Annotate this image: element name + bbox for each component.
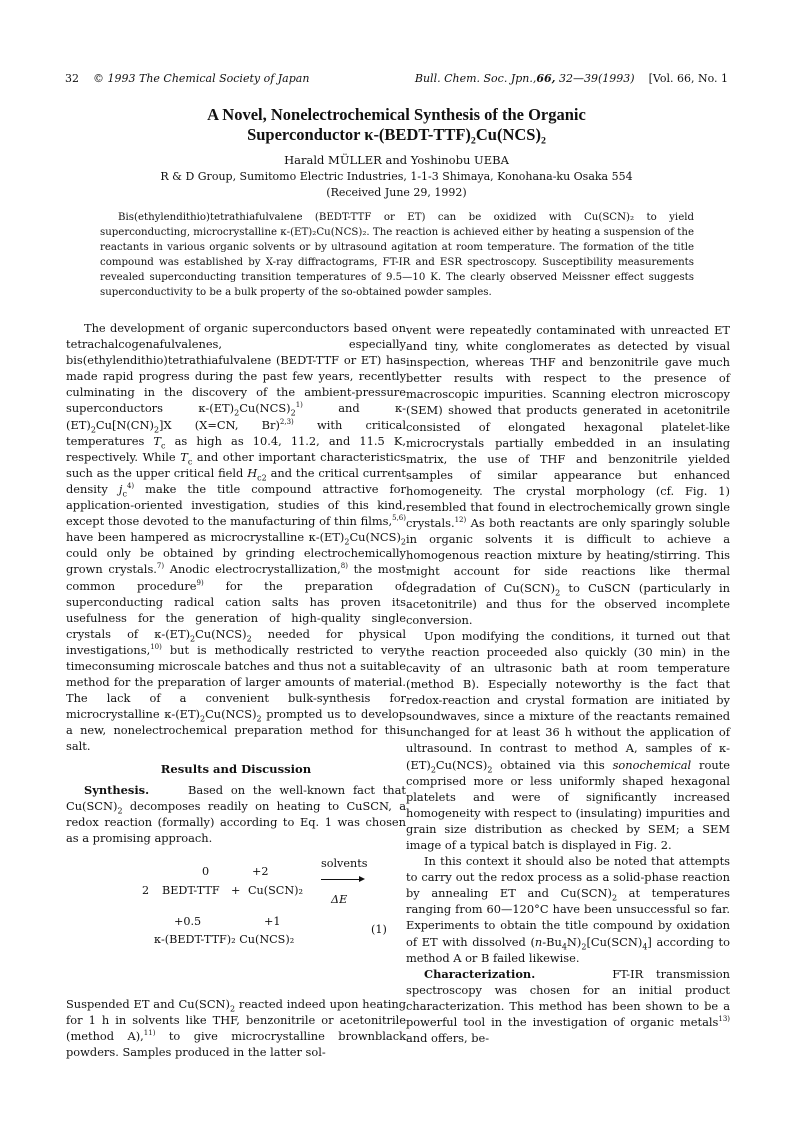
title-line-2: Superconductor κ-(BEDT-TTF)₂Cu(NCS)₂: [247, 125, 546, 144]
volume-issue: [Vol. 66, No. 1: [648, 72, 728, 85]
intro-paragraph: The development of organic superconductors based on tetrachalcogenafulvalenes, especially bis(ethylendithio)tetrathiafulvalene (BEDT-TTF or ET) has made rapid progress during the past few years, recently culminating in the discovery of the ambient-pressure superconductors $\kappa-(ET)_2Cu(NCS)_2^{1)}$ and $\kappa-(ET)_2Cu[N(CN)_2]X$ (X=CN, Br)$^{2,3)}$ with critical temperatures $T_c$ as high as 10.4, 11.2, and 11.5 K, respectively. While $T_c$ and other important characteristics such as the upper critical field $H_{c2}$ and the critical current density $j_c^{4)}$ make the title compound attractive for application-oriented investigation, studies of this kind, except those devoted to the manufacturing of thin films,$^{5,6)}$ have been hampered as microcrystalline $\kappa-(ET)_2Cu(NCS)_2$ could only be obtained by grinding electrochemically grown crystals.$^{7)}$ Anodic electrocrystallization,$^{8)}$ the most common procedure$^{9)}$ for the preparation of superconducting radical cation salts has proven its usefulness for the generation of high-quality single crystals of $\kappa-(ET)_2Cu(NCS)_2$ needed for physical investigations,$^{10)}$ but is methodically restricted to very timeconsuming microscale batches and thus not a suitable method for the preparation of larger amounts of material. The lack of a convenient bulk-synthesis for microcrystalline $\kappa-(ET)_2Cu(NCS)_2$ prompted us to develop a new, nonelectrochemical preparation method for this salt.: [66, 321, 407, 754]
characterization-paragraph: Characterization. FT-IR transmission spectroscopy was chosen for an initial product characterization. This method has been shown to be a powerful tool in the investigation of organic metals$^{13)}$ and offers, be-: [406, 966, 730, 1046]
ox-state-cu: +2: [252, 865, 269, 878]
received-date: (Received June 29, 1992): [326, 186, 467, 199]
copyright-notice: © 1993 The Chemical Society of Japan: [93, 72, 310, 85]
reaction-arrow: [321, 879, 359, 880]
journal-volume: 66,: [536, 72, 556, 85]
left-column: [66, 320, 406, 1060]
product: κ-(BEDT-TTF)₂ Cu(NCS)₂: [154, 933, 295, 946]
solvents-label: solvents: [321, 857, 368, 870]
section-heading: Results and Discussion: [160, 761, 312, 776]
title-line-1: A Novel, Nonelectrochemical Synthesis of the Organic: [207, 105, 586, 124]
reactant-1: BEDT-TTF: [162, 884, 220, 897]
sonochemical-paragraph: Upon modifying the conditions, it turned out that the reaction proceeded also quickly (30 min) in the cavity of an ultrasonic bath at room temperature (method B). Especially noteworthy is the fact that redox-reaction and crystal formation are initiated by soundwaves, since a mixture of the reactants remained unchanged for at least 36 h without the application of ultrasound. In contrast to method A, samples of $\kappa-(ET)_2Cu(NCS)_2$ obtained via this sonochemical route comprised more or less uniformly shaped hexagonal platelets and were of significantly increased homogeneity with respect to (insulating) impurities and grain size distribution as checked by SEM; a SEM image of a typical batch is displayed in Fig. 2.: [406, 628, 730, 852]
page-number: 32: [65, 72, 79, 85]
suspension-paragraph: Suspended ET and $Cu(SCN)_2$ reacted indeed upon heating for 1 h in solvents like THF, benzonitrile or acetonitrile (method A),$^{11)}$ to give microcrystalline brownblack powders. Samples produced in the latter sol-: [66, 997, 407, 1060]
arrow-head-icon: [359, 876, 365, 882]
journal-abbrev: Bull. Chem. Soc. Jpn.,: [414, 72, 537, 85]
author-list: Harald MÜLLER and Yoshinobu UEBA: [284, 153, 509, 167]
coefficient: 2: [142, 884, 150, 897]
delta-e-label: ΔE: [331, 893, 348, 906]
characterization-runin: Characterization.: [424, 966, 536, 981]
plus-sign: +: [231, 884, 241, 897]
reactant-2: Cu(SCN)₂: [248, 884, 303, 897]
right-column: [406, 322, 730, 1046]
running-header: [65, 70, 728, 88]
equation-1: [66, 852, 406, 992]
continued-paragraph: vent were repeatedly contaminated with unreacted ET and tiny, white conglomerates as detected by visual inspection, whereas THF and benzonitrile gave much better results with respect to the presence of macroscopic impurities. Scanning electron microscopy (SEM) showed that products generated in acetonitrile consisted of elongated hexagonal platelet-like microcrystals partially embedded in an insulating matrix, the use of THF and benzonitrile yielded samples of similar appearance but enhanced homogeneity. The crystal morphology (cf. Fig. 1) resembled that found in electrochemically grown single crystals.$^{12)}$ As both reactants are only sparingly soluble in organic solvents it is difficult to achieve a homogenous reaction mixture by heating/stirring. This might account for side reactions like thermal degradation of $Cu(SCN)_2$ to CuSCN (particularly in acetonitrile) and thus for the observed incomplete conversion.: [406, 323, 730, 627]
synthesis-runin: Synthesis.: [84, 782, 150, 797]
journal-pages: 32—39(1993): [555, 72, 635, 85]
ox-state-et: 0: [202, 865, 210, 878]
affiliation: R & D Group, Sumitomo Electric Industries, 1-1-3 Shimaya, Konohana-ku Osaka 554: [160, 170, 633, 183]
synthesis-paragraph: Synthesis. Based on the well-known fact that $Cu(SCN)_2$ decomposes readily on heating to CuSCN, a redox reaction (formally) according to Eq. 1 was chosen as a promising approach.: [66, 782, 406, 845]
ox-state-product-1: +0.5: [174, 915, 202, 928]
equation-number: (1): [371, 923, 387, 936]
solid-phase-paragraph: In this context it should also be noted that attempts to carry out the redox process as a solid-phase reaction by annealing ET and $Cu(SCN)_2$ at temperatures ranging from 60—120°C have been unsuccessful so far. Experiments to obtain the title compound by oxidation of ET with dissolved $(n-Bu_4N)_2[Cu(SCN)_4]$ according to method A or B failed likewise.: [406, 854, 731, 965]
article-title: [80, 105, 713, 145]
ox-state-product-2: +1: [264, 915, 281, 928]
abstract: Bis(ethylendithio)tetrathiafulvalene (BEDT-TTF or ET) can be oxidized with Cu(SCN)₂ to yield superconducting, microcrystalline κ-(ET)₂Cu(NCS)₂. The reaction is achieved either by heating a suspension of the reactants in various organic solvents or by ultrasound agitation at room temperature. The formation of the title compound was established by X-ray diffractograms, FT-IR and ESR spectroscopy. Susceptibility measurements revealed superconducting transition temperatures of 9.5—10 K. The clearly observed Meissner effect suggests superconductivity to be a bulk property of the so-obtained powder samples.: [100, 212, 694, 298]
